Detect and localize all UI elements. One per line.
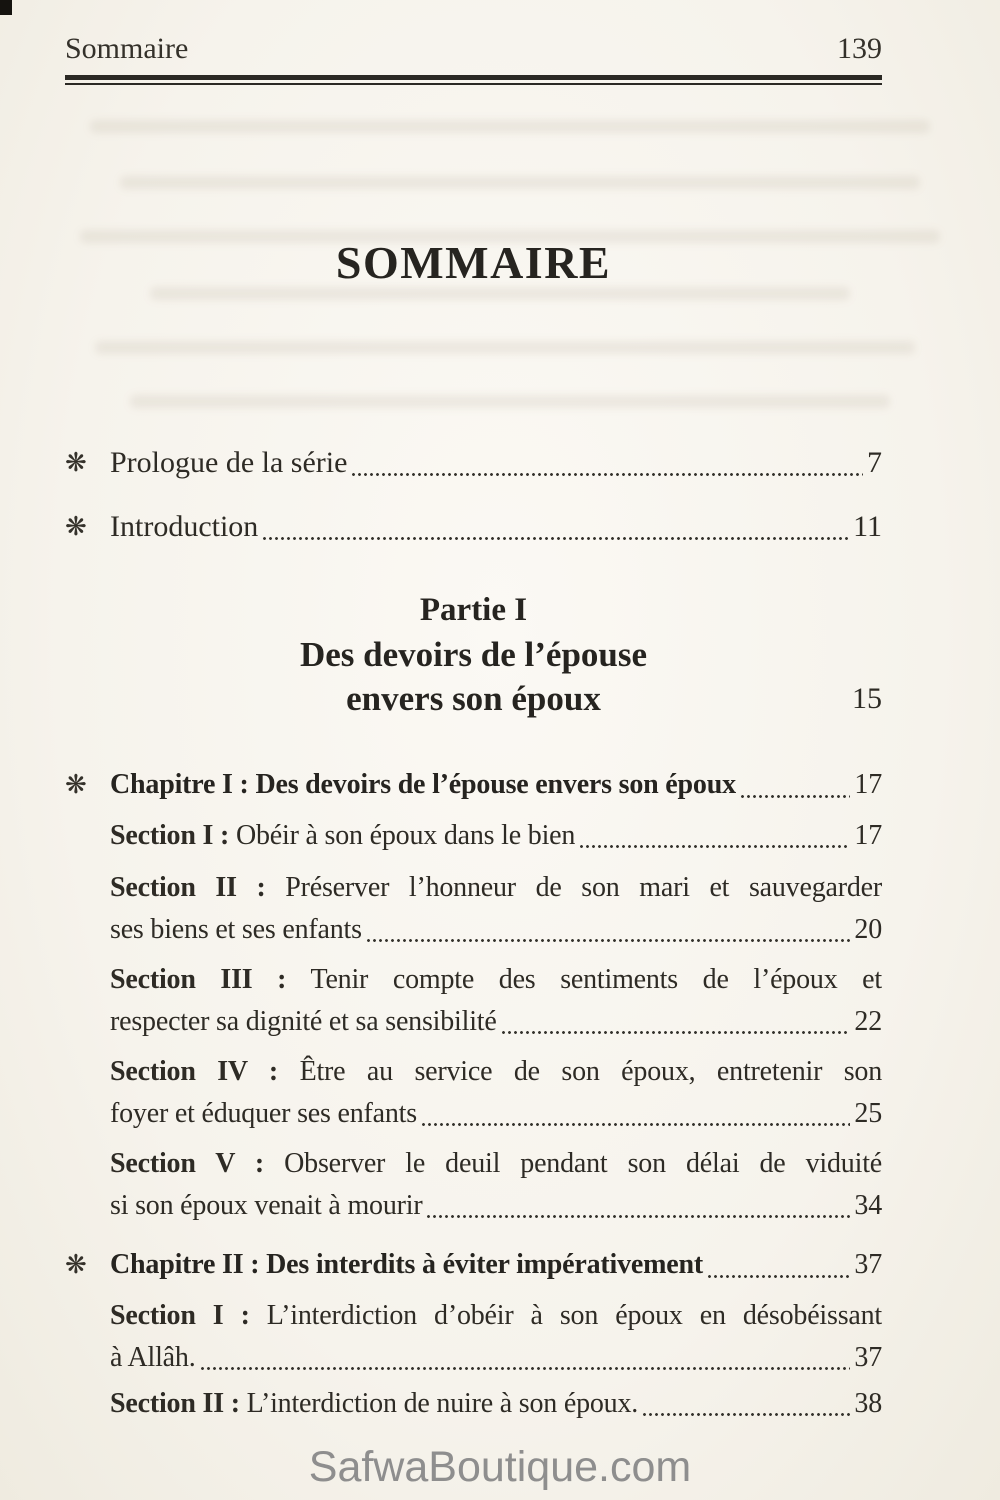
toc-entry-label: Chapitre I : Des devoirs de l’épouse envers son époux	[110, 769, 736, 800]
toc-entry-section	[65, 1051, 882, 1135]
toc-entry-page: 25	[854, 1098, 882, 1129]
toc-entry-label: Introduction	[110, 510, 259, 543]
flower-bullet-icon: ❋	[65, 1250, 87, 1280]
part-page-number: 15	[852, 682, 882, 715]
toc-entry-label-line1: Section II : Préserver l’honneur de son mari et sauvegarder	[110, 872, 882, 903]
part-title-line1: Des devoirs de l’épouse	[299, 635, 648, 674]
toc-entry-section	[65, 815, 882, 857]
toc-entry-label-line1: Section IV : Être au service de son époux, entretenir son	[110, 1056, 882, 1087]
dot-leader	[262, 536, 849, 541]
dot-leader	[366, 938, 851, 943]
toc-entry-label-line2: si son époux venait à mourir	[110, 1190, 423, 1221]
toc-entries	[65, 763, 882, 1425]
toc-entry-page: 20	[854, 914, 882, 945]
toc-entry-page: 17	[854, 820, 882, 851]
header-double-rule	[65, 75, 882, 85]
front-matter-entries	[65, 441, 882, 549]
flower-bullet-icon: ❋	[65, 512, 87, 542]
toc-entry-chapter	[65, 1243, 882, 1287]
toc-entry-label: Prologue de la série	[110, 446, 348, 479]
toc-entry-page: 7	[867, 446, 882, 479]
dot-leader	[426, 1214, 850, 1219]
toc-entry-label-line2: ses biens et ses enfants	[110, 914, 362, 945]
watermark-text: SafwaBoutique.com	[308, 1443, 692, 1491]
dot-leader	[351, 472, 863, 477]
toc-entry-chapter	[65, 763, 882, 807]
toc-entry-label-line2: à Allâh.	[110, 1342, 196, 1373]
toc-entry-label: Section I : Obéir à son époux dans le bien	[110, 820, 576, 851]
toc-entry-section	[65, 1143, 882, 1227]
running-header	[65, 0, 882, 66]
toc-entry-section	[65, 1295, 882, 1379]
part-heading	[65, 587, 882, 721]
dot-leader	[642, 1412, 850, 1417]
dot-leader	[421, 1122, 850, 1127]
dot-leader	[707, 1274, 850, 1279]
toc-entry-label-line1: Section I : L’interdiction d’obéir à son époux en désobéissant	[110, 1300, 882, 1331]
dot-leader	[579, 844, 850, 849]
part-title-line2-text: envers son époux	[346, 679, 601, 718]
running-header-title: Sommaire	[65, 32, 189, 65]
toc-entry-label-line2: foyer et éduquer ses enfants	[110, 1098, 417, 1129]
flower-bullet-icon: ❋	[65, 770, 87, 800]
toc-entry-label-line1: Section V : Observer le deuil pendant son délai de viduité	[110, 1148, 882, 1179]
page-content	[65, 0, 882, 1425]
toc-entry	[65, 441, 882, 485]
toc-entry	[65, 505, 882, 549]
toc-entry-label: Section II : L’interdiction de nuire à son époux.	[110, 1388, 639, 1419]
toc-entry-label-line2: respecter sa dignité et sa sensibilité	[110, 1006, 497, 1037]
toc-entry-section	[65, 1383, 882, 1425]
dot-leader	[740, 794, 851, 799]
dot-leader	[501, 1030, 851, 1035]
toc-entry-section	[65, 867, 882, 951]
part-label: Partie I	[419, 592, 528, 628]
scan-corner-artifact	[0, 0, 12, 15]
toc-entry-page: 37	[854, 1249, 882, 1280]
flower-bullet-icon: ❋	[65, 448, 87, 478]
folio-page-number: 139	[837, 32, 882, 65]
toc-entry-page: 34	[854, 1190, 882, 1221]
page-title: SOMMAIRE	[335, 237, 612, 288]
toc-entry-page: 11	[853, 510, 882, 543]
part-title-line2	[65, 677, 882, 721]
toc-entry-label: Chapitre II : Des interdits à éviter impérativement	[110, 1249, 703, 1280]
toc-entry-page: 17	[854, 769, 882, 800]
dot-leader	[200, 1366, 851, 1371]
toc-entry-page: 38	[854, 1388, 882, 1419]
toc-entry-section	[65, 959, 882, 1043]
toc-entry-label-line1: Section III : Tenir compte des sentiments de l’époux et	[110, 964, 882, 995]
toc-entry-page: 37	[854, 1342, 882, 1373]
toc-entry-page: 22	[854, 1006, 882, 1037]
